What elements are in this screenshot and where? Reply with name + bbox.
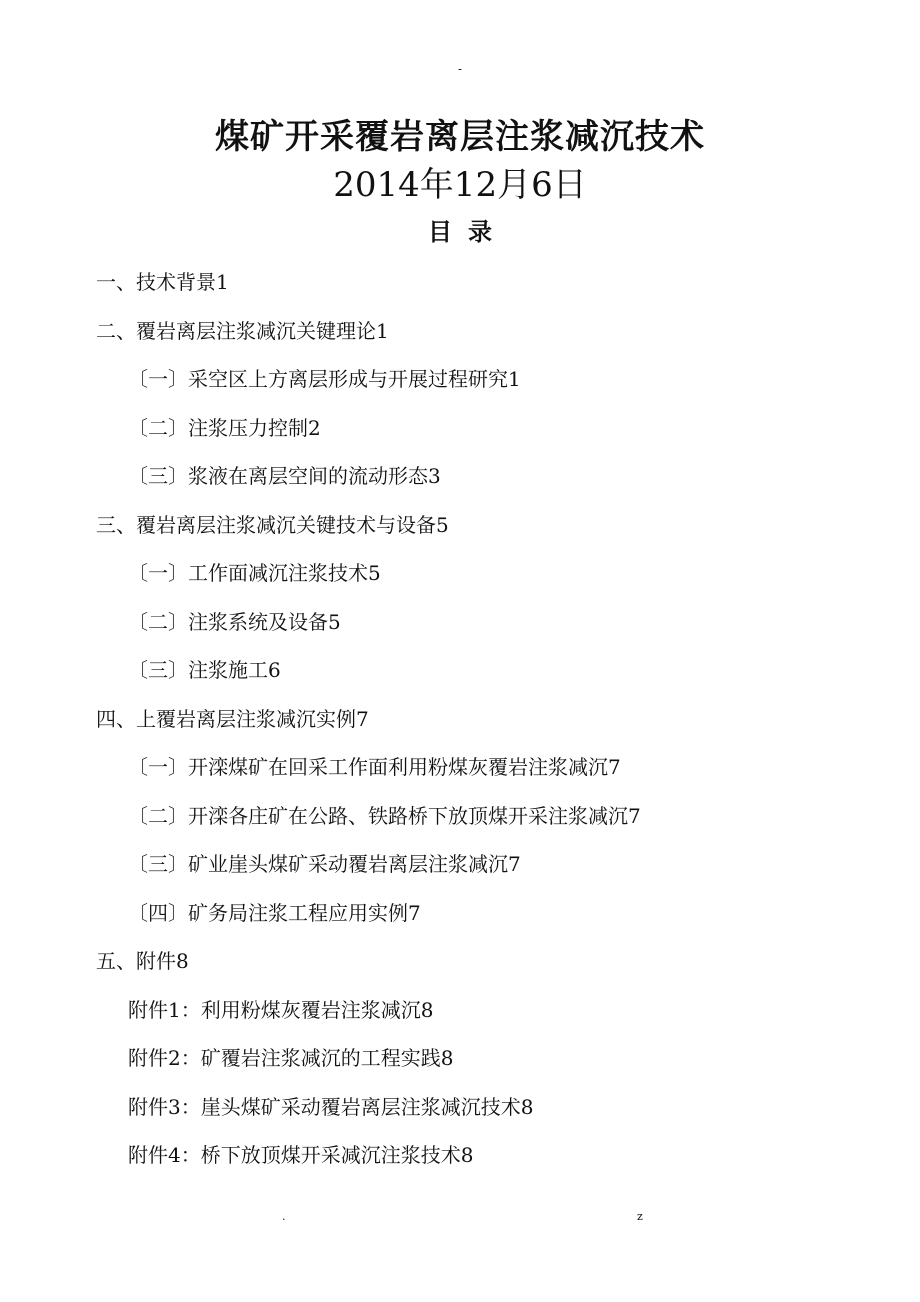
document-title: 煤矿开采覆岩离层注浆减沉技术 (215, 117, 705, 157)
toc-subentry[interactable]: 〔一〕开滦煤矿在回采工作面利用粉煤灰覆岩注浆减沉7 (128, 755, 621, 779)
document-date: 2014年12月6日 (333, 165, 587, 205)
footer-right-mark: z (637, 1210, 643, 1223)
toc-subentry[interactable]: 〔一〕工作面减沉注浆技术5 (128, 561, 381, 585)
toc-subentry[interactable]: 〔二〕注浆系统及设备5 (128, 609, 341, 634)
toc-subentry[interactable]: 〔二〕注浆压力控制2 (128, 415, 321, 440)
toc-subentry[interactable]: 〔二〕开滦各庄矿在公路、铁路桥下放顶煤开采注浆减沉7 (128, 803, 641, 828)
toc-heading: 目录 (428, 217, 508, 246)
footer-left-mark: . (282, 1210, 286, 1223)
toc-entry[interactable]: 一、技术背景1 (96, 270, 229, 294)
table-of-contents (0, 258, 920, 1180)
toc-attachment[interactable]: 附件2：矿覆岩注浆减沉的工程实践8 (128, 1046, 454, 1070)
toc-subentry[interactable]: 〔四〕矿务局注浆工程应用实例7 (128, 900, 421, 925)
toc-subentry[interactable]: 〔一〕采空区上方离层形成与开展过程研究1 (128, 367, 521, 391)
toc-subentry[interactable]: 〔三〕注浆施工6 (128, 658, 281, 682)
header-mark: - (457, 62, 463, 76)
toc-attachment[interactable]: 附件3：崖头煤矿采动覆岩离层注浆减沉技术8 (128, 1094, 534, 1119)
toc-entry[interactable]: 三、覆岩离层注浆减沉关键技术与设备5 (96, 512, 449, 537)
toc-entry[interactable]: 五、附件8 (96, 949, 189, 973)
toc-entry[interactable]: 四、上覆岩离层注浆减沉实例7 (96, 706, 369, 731)
toc-entry[interactable]: 二、覆岩离层注浆减沉关键理论1 (96, 318, 389, 343)
toc-subentry[interactable]: 〔三〕矿业崖头煤矿采动覆岩离层注浆减沉7 (128, 852, 521, 876)
toc-attachment[interactable]: 附件4：桥下放顶煤开采减沉注浆技术8 (128, 1143, 474, 1167)
toc-attachment[interactable]: 附件1：利用粉煤灰覆岩注浆减沉8 (128, 997, 434, 1022)
toc-subentry[interactable]: 〔三〕浆液在离层空间的流动形态3 (128, 464, 441, 488)
